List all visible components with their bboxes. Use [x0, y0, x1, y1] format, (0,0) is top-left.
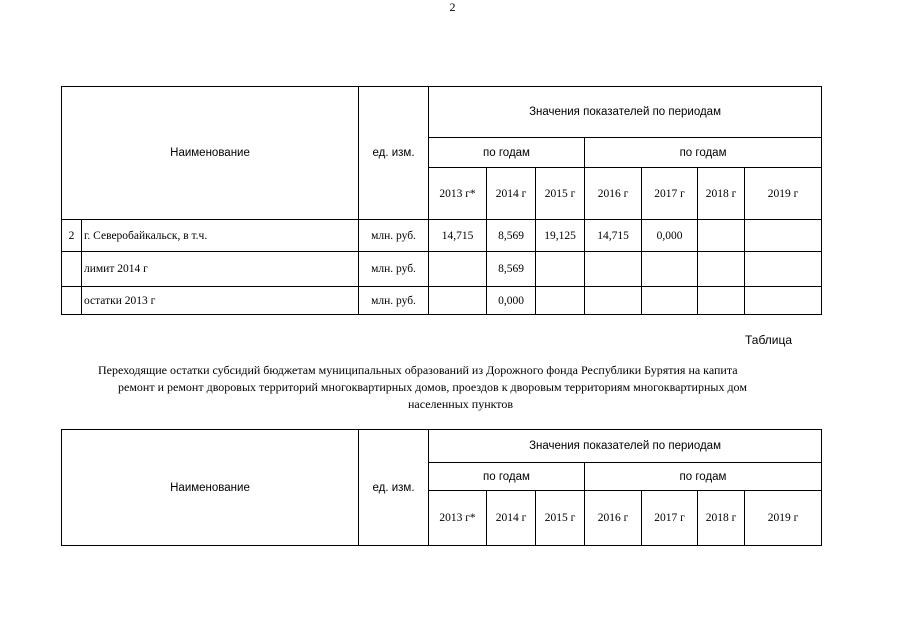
table-2	[61, 429, 822, 546]
header-values-by-period: Значения показателей по периодам	[429, 87, 822, 138]
header-unit: ед. изм.	[359, 430, 429, 546]
table-row	[62, 252, 822, 287]
value-cell	[585, 287, 642, 315]
row-name: лимит 2014 г	[82, 252, 359, 287]
header-group-a: по годам	[429, 138, 585, 168]
header-group-b: по годам	[585, 138, 822, 168]
year-header: 2013 г*	[429, 491, 487, 546]
table-2-viewport	[0, 420, 799, 560]
table-1	[61, 86, 822, 315]
row-unit: млн. руб.	[359, 287, 429, 315]
header-name: Наименование	[62, 87, 359, 220]
value-cell	[745, 287, 822, 315]
header-name: Наименование	[62, 430, 359, 546]
value-cell: 14,715	[429, 220, 487, 252]
value-cell	[536, 287, 585, 315]
year-header: 2016 г	[585, 168, 642, 220]
table-row	[62, 220, 822, 252]
year-header: 2014 г	[487, 491, 536, 546]
value-cell	[698, 287, 745, 315]
header-unit: ед. изм.	[359, 87, 429, 220]
header-group-a: по годам	[429, 463, 585, 491]
row-name: г. Северобайкальск, в т.ч.	[82, 220, 359, 252]
value-cell	[429, 287, 487, 315]
value-cell	[536, 252, 585, 287]
year-header: 2017 г	[642, 491, 698, 546]
year-header: 2017 г	[642, 168, 698, 220]
page-number: 2	[449, 0, 456, 14]
year-header: 2014 г	[487, 168, 536, 220]
value-cell: 0,000	[487, 287, 536, 315]
value-cell	[585, 252, 642, 287]
value-cell: 14,715	[585, 220, 642, 252]
year-header: 2015 г	[536, 491, 585, 546]
row-name: остатки 2013 г	[82, 287, 359, 315]
value-cell	[698, 220, 745, 252]
value-cell: 8,569	[487, 252, 536, 287]
table-caption	[0, 363, 793, 415]
header-values-by-period: Значения показателей по периодам	[429, 430, 822, 463]
table-row	[62, 287, 822, 315]
value-cell	[642, 252, 698, 287]
table-1-viewport	[0, 0, 799, 330]
row-number: 2	[62, 220, 82, 252]
caption-line: ремонт и ремонт дворовых территорий многоквартирных домов, проездов к дворовым территориям многоквартирных дом	[118, 380, 747, 394]
year-header: 2016 г	[585, 491, 642, 546]
row-unit: млн. руб.	[359, 220, 429, 252]
row-number	[62, 287, 82, 315]
row-unit: млн. руб.	[359, 252, 429, 287]
value-cell: 19,125	[536, 220, 585, 252]
value-cell	[698, 252, 745, 287]
year-header: 2019 г	[745, 168, 822, 220]
header-group-b: по годам	[585, 463, 822, 491]
value-cell	[429, 252, 487, 287]
value-cell	[745, 220, 822, 252]
table-label: Таблица	[745, 333, 793, 347]
value-cell: 8,569	[487, 220, 536, 252]
row-number	[62, 252, 82, 287]
caption-line: населенных пунктов	[408, 397, 514, 411]
value-cell: 0,000	[642, 220, 698, 252]
value-cell	[745, 252, 822, 287]
year-header: 2013 г*	[429, 168, 487, 220]
value-cell	[642, 287, 698, 315]
caption-line: Переходящие остатки субсидий бюджетам муниципальных образований из Дорожного фонда Республики Бурятия на капита	[98, 363, 738, 377]
year-header: 2015 г	[536, 168, 585, 220]
year-header: 2018 г	[698, 168, 745, 220]
year-header: 2019 г	[745, 491, 822, 546]
year-header: 2018 г	[698, 491, 745, 546]
